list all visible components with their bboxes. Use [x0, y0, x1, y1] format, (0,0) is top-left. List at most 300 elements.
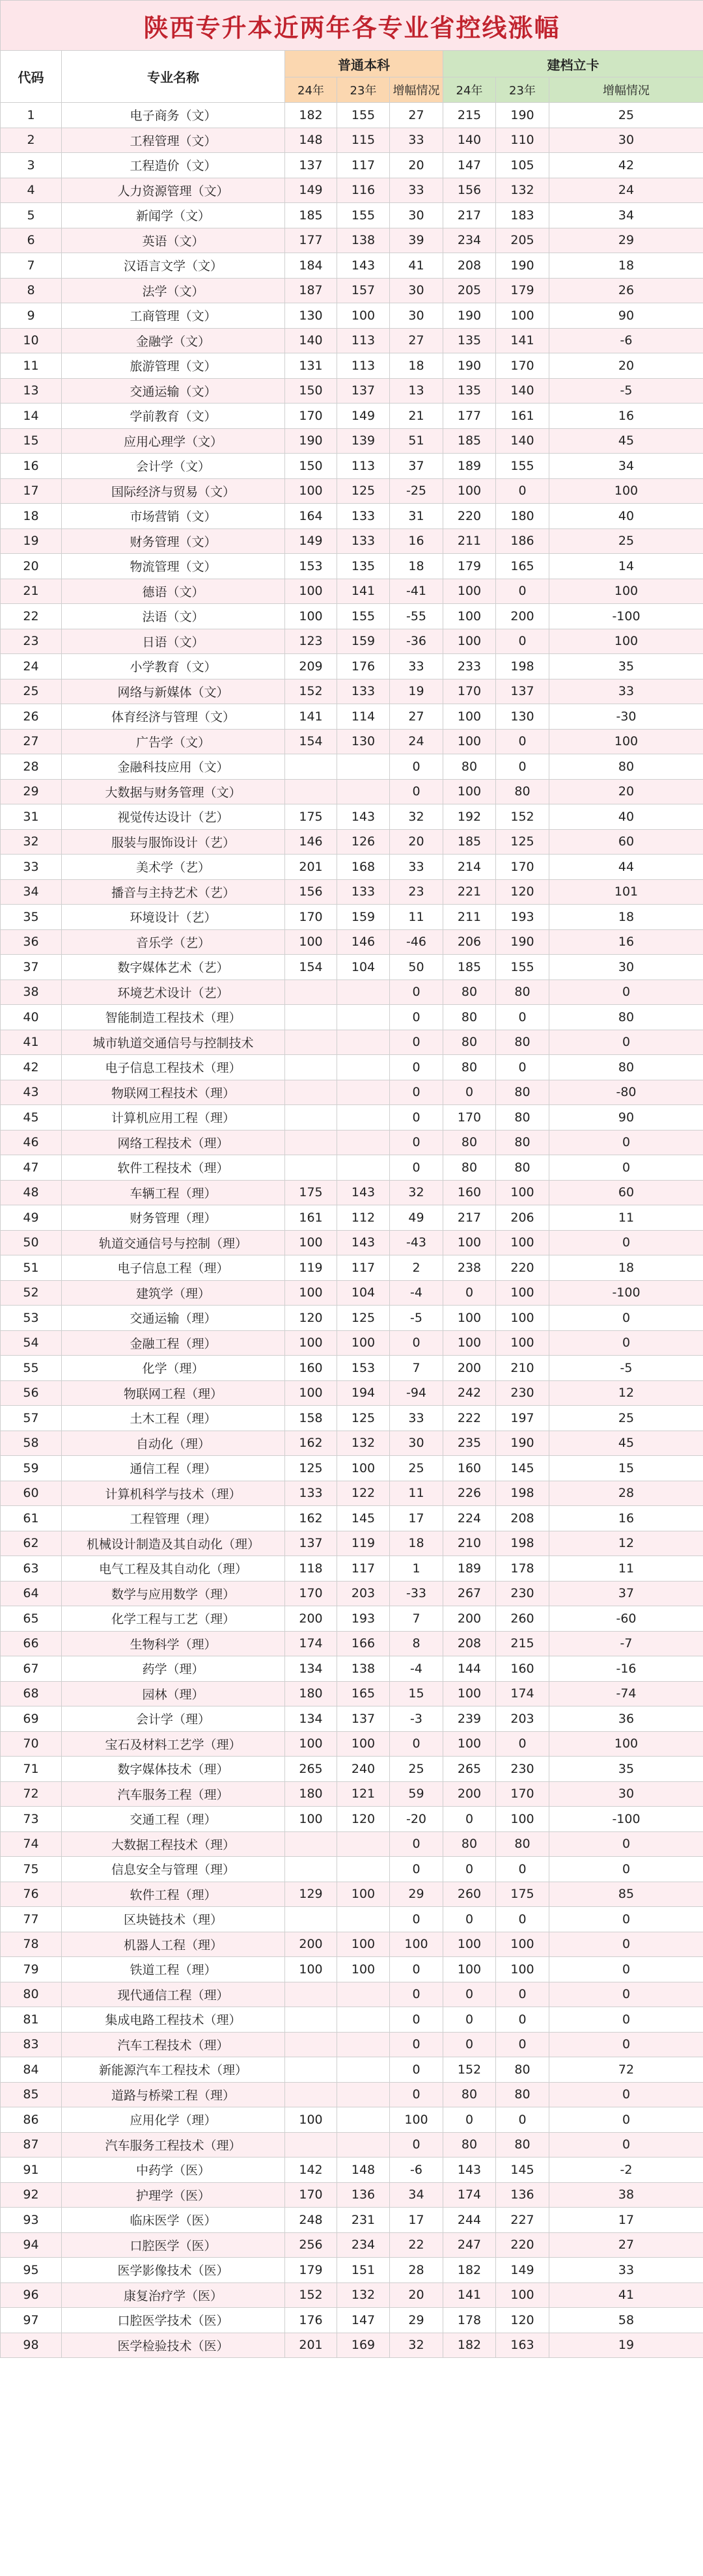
- cell-poverty-change: 44: [549, 855, 703, 880]
- cell-code: 87: [1, 2132, 62, 2158]
- cell-regular-change: 29: [390, 1882, 443, 1907]
- cell-code: 92: [1, 2182, 62, 2208]
- cell-poverty-24: 179: [443, 554, 496, 579]
- cell-regular-23: [337, 1130, 390, 1155]
- table-row: [1, 1656, 703, 1682]
- table-row: [1, 1205, 703, 1231]
- cell-regular-23: 104: [337, 955, 390, 980]
- cell-poverty-23: 152: [496, 804, 549, 830]
- cell-poverty-23: 130: [496, 704, 549, 730]
- cell-poverty-24: 0: [443, 1280, 496, 1306]
- table-row: [1, 1581, 703, 1606]
- cell-code: 85: [1, 2082, 62, 2107]
- cell-poverty-24: 208: [443, 1631, 496, 1656]
- cell-code: 16: [1, 454, 62, 479]
- cell-poverty-24: 182: [443, 2258, 496, 2283]
- cell-poverty-24: 100: [443, 579, 496, 604]
- cell-regular-change: -46: [390, 929, 443, 955]
- cell-regular-change: 20: [390, 2282, 443, 2308]
- table-row: [1, 579, 703, 604]
- cell-code: 63: [1, 1556, 62, 1582]
- cell-code: 10: [1, 328, 62, 353]
- cell-poverty-23: 105: [496, 153, 549, 178]
- cell-poverty-24: 0: [443, 1907, 496, 1932]
- cell-poverty-change: -30: [549, 704, 703, 730]
- cell-regular-23: 132: [337, 1431, 390, 1456]
- cell-regular-change: -33: [390, 1581, 443, 1606]
- cell-poverty-change: 100: [549, 729, 703, 754]
- cell-code: 62: [1, 1531, 62, 1556]
- cell-regular-24: 265: [285, 1757, 337, 1782]
- cell-regular-change: 0: [390, 1030, 443, 1055]
- cell-regular-23: 149: [337, 404, 390, 429]
- cell-code: 11: [1, 353, 62, 379]
- cell-poverty-24: 200: [443, 1781, 496, 1807]
- cell-poverty-change: -7: [549, 1631, 703, 1656]
- cell-regular-24: [285, 1080, 337, 1105]
- cell-major: 道路与桥梁工程（理）: [62, 2082, 285, 2107]
- cell-poverty-change: 0: [549, 1306, 703, 1331]
- cell-poverty-change: 100: [549, 629, 703, 654]
- table-row: [1, 879, 703, 905]
- cell-major: 汉语言文学（文）: [62, 253, 285, 279]
- cell-regular-23: 143: [337, 253, 390, 279]
- cell-regular-23: 176: [337, 654, 390, 679]
- cell-poverty-24: 211: [443, 905, 496, 930]
- cell-major: 机器人工程（理）: [62, 1932, 285, 1957]
- cell-poverty-change: -6: [549, 328, 703, 353]
- cell-poverty-23: 140: [496, 378, 549, 404]
- cell-regular-change: 16: [390, 528, 443, 554]
- cell-major: 工程管理（理）: [62, 1506, 285, 1531]
- cell-regular-24: 200: [285, 1606, 337, 1632]
- cell-regular-24: 149: [285, 528, 337, 554]
- cell-poverty-change: 42: [549, 153, 703, 178]
- cell-regular-24: 170: [285, 1581, 337, 1606]
- cell-regular-24: 141: [285, 704, 337, 730]
- cell-major: 交通工程（理）: [62, 1807, 285, 1832]
- cell-major: 计算机应用工程（理）: [62, 1105, 285, 1130]
- table-row: [1, 1531, 703, 1556]
- cell-regular-23: [337, 980, 390, 1005]
- cell-regular-23: 117: [337, 153, 390, 178]
- cell-poverty-23: 80: [496, 1155, 549, 1181]
- table-row: [1, 629, 703, 654]
- table-row: [1, 1757, 703, 1782]
- cell-regular-24: [285, 1130, 337, 1155]
- cell-regular-change: 27: [390, 328, 443, 353]
- cell-code: 21: [1, 579, 62, 604]
- cell-regular-23: 113: [337, 454, 390, 479]
- table-row: [1, 1130, 703, 1155]
- cell-major: 人力资源管理（文）: [62, 178, 285, 203]
- cell-major: 宝石及材料工艺学（理）: [62, 1731, 285, 1757]
- cell-poverty-change: 90: [549, 1105, 703, 1130]
- cell-poverty-23: 80: [496, 1080, 549, 1105]
- cell-regular-24: 150: [285, 378, 337, 404]
- cell-poverty-24: 247: [443, 2232, 496, 2258]
- cell-regular-24: 119: [285, 1255, 337, 1281]
- header-group-regular: 普通本科: [285, 51, 443, 77]
- cell-regular-change: 20: [390, 829, 443, 855]
- cell-regular-23: 155: [337, 604, 390, 629]
- cell-code: 35: [1, 905, 62, 930]
- cell-major: 交通运输（理）: [62, 1306, 285, 1331]
- cell-poverty-change: 40: [549, 504, 703, 529]
- cell-major: 自动化（理）: [62, 1431, 285, 1456]
- cell-regular-24: 162: [285, 1506, 337, 1531]
- cell-poverty-23: 178: [496, 1556, 549, 1582]
- cell-poverty-24: 80: [443, 754, 496, 780]
- cell-regular-change: -41: [390, 579, 443, 604]
- cell-regular-23: 100: [337, 1882, 390, 1907]
- table-row: [1, 929, 703, 955]
- cell-major: 汽车服务工程（理）: [62, 1781, 285, 1807]
- cell-poverty-change: 20: [549, 779, 703, 804]
- cell-poverty-24: 189: [443, 1556, 496, 1582]
- cell-regular-24: 120: [285, 1306, 337, 1331]
- cell-code: 93: [1, 2208, 62, 2233]
- cell-regular-24: 137: [285, 1531, 337, 1556]
- cell-poverty-23: 100: [496, 1306, 549, 1331]
- cell-regular-24: 179: [285, 2258, 337, 2283]
- cell-poverty-change: -16: [549, 1656, 703, 1682]
- cell-regular-24: 175: [285, 804, 337, 830]
- cell-regular-24: [285, 980, 337, 1005]
- cell-regular-change: 30: [390, 203, 443, 228]
- cell-regular-24: 131: [285, 353, 337, 379]
- table-row: [1, 253, 703, 279]
- cell-major: 数字媒体艺术（艺）: [62, 955, 285, 980]
- header-poverty-change: 增幅情况: [549, 77, 703, 103]
- cell-major: 体育经济与管理（文）: [62, 704, 285, 730]
- cell-regular-24: [285, 754, 337, 780]
- cell-poverty-23: 132: [496, 178, 549, 203]
- table-row: [1, 2182, 703, 2208]
- cell-poverty-23: 0: [496, 2007, 549, 2033]
- cell-major: 计算机科学与技术（理）: [62, 1481, 285, 1506]
- cell-poverty-24: 189: [443, 454, 496, 479]
- cell-poverty-23: 175: [496, 1882, 549, 1907]
- cell-major: 法语（文）: [62, 604, 285, 629]
- cell-regular-change: -25: [390, 478, 443, 504]
- cell-code: 52: [1, 1280, 62, 1306]
- cell-regular-change: 0: [390, 1857, 443, 1882]
- cell-code: 2: [1, 128, 62, 153]
- cell-poverty-23: 0: [496, 1857, 549, 1882]
- cell-regular-change: 33: [390, 128, 443, 153]
- cell-regular-change: 0: [390, 1005, 443, 1030]
- cell-code: 43: [1, 1080, 62, 1105]
- cell-poverty-change: -100: [549, 604, 703, 629]
- cell-poverty-change: 60: [549, 829, 703, 855]
- cell-regular-23: 234: [337, 2232, 390, 2258]
- cell-major: 物流管理（文）: [62, 554, 285, 579]
- cell-poverty-24: 160: [443, 1456, 496, 1481]
- cell-poverty-23: 179: [496, 278, 549, 303]
- cell-regular-change: 0: [390, 1982, 443, 2007]
- cell-major: 小学教育（文）: [62, 654, 285, 679]
- cell-poverty-24: 233: [443, 654, 496, 679]
- cell-poverty-23: 80: [496, 2132, 549, 2158]
- cell-code: 94: [1, 2232, 62, 2258]
- cell-regular-change: 25: [390, 1456, 443, 1481]
- table-row: [1, 1556, 703, 1582]
- cell-poverty-23: 100: [496, 1230, 549, 1255]
- table-row: [1, 1005, 703, 1030]
- cell-regular-23: 155: [337, 103, 390, 128]
- cell-regular-23: [337, 2032, 390, 2057]
- cell-poverty-change: 38: [549, 2182, 703, 2208]
- cell-regular-24: 182: [285, 103, 337, 128]
- cell-code: 19: [1, 528, 62, 554]
- cell-poverty-23: 208: [496, 1506, 549, 1531]
- cell-poverty-change: 36: [549, 1706, 703, 1732]
- cell-poverty-change: -80: [549, 1080, 703, 1105]
- table-row: [1, 1631, 703, 1656]
- cell-poverty-23: 100: [496, 1280, 549, 1306]
- cell-regular-change: 13: [390, 378, 443, 404]
- cell-major: 软件工程（理）: [62, 1882, 285, 1907]
- cell-poverty-change: 0: [549, 1155, 703, 1181]
- cell-regular-23: [337, 754, 390, 780]
- table-row: [1, 1831, 703, 1857]
- table-row: [1, 1957, 703, 1982]
- cell-regular-change: 11: [390, 905, 443, 930]
- cell-regular-change: -5: [390, 1306, 443, 1331]
- cell-poverty-24: 100: [443, 1932, 496, 1957]
- cell-regular-24: 152: [285, 679, 337, 704]
- cell-poverty-23: 100: [496, 1180, 549, 1205]
- cell-poverty-change: 45: [549, 428, 703, 454]
- cell-major: 药学（理）: [62, 1656, 285, 1682]
- table-row: [1, 2007, 703, 2033]
- cell-regular-23: 126: [337, 829, 390, 855]
- cell-poverty-change: 29: [549, 228, 703, 253]
- cell-poverty-change: 30: [549, 955, 703, 980]
- cell-poverty-change: 72: [549, 2057, 703, 2083]
- cell-regular-24: 153: [285, 554, 337, 579]
- cell-poverty-24: 217: [443, 203, 496, 228]
- cell-major: 市场营销（文）: [62, 504, 285, 529]
- cell-code: 8: [1, 278, 62, 303]
- cell-code: 7: [1, 253, 62, 279]
- cell-regular-change: 0: [390, 980, 443, 1005]
- table-row: [1, 2208, 703, 2233]
- cell-major: 财务管理（文）: [62, 528, 285, 554]
- cell-regular-change: 0: [390, 754, 443, 780]
- cell-code: 3: [1, 153, 62, 178]
- cell-poverty-change: 80: [549, 1005, 703, 1030]
- cell-regular-change: 0: [390, 2057, 443, 2083]
- cell-regular-24: 248: [285, 2208, 337, 2233]
- cell-poverty-23: 198: [496, 1531, 549, 1556]
- table-row: [1, 604, 703, 629]
- cell-code: 1: [1, 103, 62, 128]
- cell-regular-24: 201: [285, 2333, 337, 2358]
- cell-code: 51: [1, 1255, 62, 1281]
- cell-code: 41: [1, 1030, 62, 1055]
- cell-poverty-change: 30: [549, 1781, 703, 1807]
- cell-poverty-24: 200: [443, 1356, 496, 1381]
- cell-regular-24: [285, 2032, 337, 2057]
- cell-poverty-24: 170: [443, 679, 496, 704]
- cell-regular-23: 100: [337, 1330, 390, 1356]
- table-row: [1, 1907, 703, 1932]
- cell-regular-23: 100: [337, 303, 390, 329]
- table-row: [1, 454, 703, 479]
- cell-regular-24: 175: [285, 1180, 337, 1205]
- cell-poverty-23: 170: [496, 1781, 549, 1807]
- cell-regular-24: 129: [285, 1882, 337, 1907]
- cell-poverty-24: 80: [443, 1155, 496, 1181]
- cell-major: 环境设计（艺）: [62, 905, 285, 930]
- cell-poverty-24: 0: [443, 1807, 496, 1832]
- cell-poverty-24: 100: [443, 729, 496, 754]
- cell-regular-change: 51: [390, 428, 443, 454]
- title-row: [1, 1, 703, 51]
- cell-poverty-change: -74: [549, 1681, 703, 1706]
- cell-regular-24: 156: [285, 879, 337, 905]
- cell-regular-24: 100: [285, 1330, 337, 1356]
- table-row: [1, 128, 703, 153]
- cell-poverty-24: 185: [443, 955, 496, 980]
- table-row: [1, 1606, 703, 1632]
- cell-regular-23: 100: [337, 1957, 390, 1982]
- table-row: [1, 378, 703, 404]
- cell-regular-24: [285, 2132, 337, 2158]
- cell-poverty-24: 200: [443, 1606, 496, 1632]
- cell-regular-24: 125: [285, 1456, 337, 1481]
- cell-regular-23: 133: [337, 879, 390, 905]
- cell-major: 美术学（艺）: [62, 855, 285, 880]
- cell-poverty-24: 80: [443, 1030, 496, 1055]
- cell-poverty-23: 145: [496, 2158, 549, 2183]
- cell-regular-change: 33: [390, 1406, 443, 1431]
- cell-poverty-change: 45: [549, 1431, 703, 1456]
- table-row: [1, 779, 703, 804]
- table-row: [1, 1255, 703, 1281]
- cell-code: 49: [1, 1205, 62, 1231]
- cell-regular-23: 112: [337, 1205, 390, 1231]
- cell-regular-24: 190: [285, 428, 337, 454]
- cell-code: 58: [1, 1431, 62, 1456]
- cell-major: 工商管理（文）: [62, 303, 285, 329]
- cell-poverty-change: 27: [549, 2232, 703, 2258]
- cell-regular-23: 125: [337, 478, 390, 504]
- cell-regular-change: 7: [390, 1356, 443, 1381]
- cell-code: 75: [1, 1857, 62, 1882]
- cell-regular-change: 19: [390, 679, 443, 704]
- table-row: [1, 980, 703, 1005]
- cell-code: 77: [1, 1907, 62, 1932]
- table-row: [1, 1105, 703, 1130]
- cell-code: 86: [1, 2107, 62, 2133]
- cell-regular-24: 185: [285, 203, 337, 228]
- cell-regular-change: 7: [390, 1606, 443, 1632]
- table-row: [1, 1030, 703, 1055]
- cell-poverty-24: 238: [443, 1255, 496, 1281]
- cell-code: 70: [1, 1731, 62, 1757]
- cell-poverty-23: 100: [496, 1957, 549, 1982]
- cell-poverty-24: 205: [443, 278, 496, 303]
- cell-regular-change: 30: [390, 1431, 443, 1456]
- cell-poverty-change: 18: [549, 253, 703, 279]
- cell-regular-change: 15: [390, 1681, 443, 1706]
- cell-major: 园林（理）: [62, 1681, 285, 1706]
- cell-regular-23: 104: [337, 1280, 390, 1306]
- cell-major: 临床医学（医）: [62, 2208, 285, 2233]
- cell-regular-change: 20: [390, 153, 443, 178]
- cell-code: 47: [1, 1155, 62, 1181]
- table-row: [1, 328, 703, 353]
- cell-regular-23: 113: [337, 328, 390, 353]
- cell-poverty-23: 80: [496, 2057, 549, 2083]
- cell-regular-23: 141: [337, 579, 390, 604]
- table-row: [1, 303, 703, 329]
- cell-regular-24: 170: [285, 404, 337, 429]
- cell-regular-23: 139: [337, 428, 390, 454]
- cell-regular-23: 159: [337, 905, 390, 930]
- table-row: [1, 2082, 703, 2107]
- cell-poverty-24: 135: [443, 378, 496, 404]
- cell-major: 财务管理（理）: [62, 1205, 285, 1231]
- cell-regular-change: 17: [390, 1506, 443, 1531]
- cell-poverty-24: 260: [443, 1882, 496, 1907]
- cell-major: 物联网工程（理）: [62, 1380, 285, 1406]
- cell-regular-23: 143: [337, 1230, 390, 1255]
- table-row: [1, 654, 703, 679]
- cell-regular-23: 138: [337, 1656, 390, 1682]
- cell-poverty-24: 177: [443, 404, 496, 429]
- cell-major: 电子信息工程技术（理）: [62, 1055, 285, 1080]
- cell-regular-23: 133: [337, 504, 390, 529]
- cell-regular-23: [337, 1831, 390, 1857]
- cell-poverty-change: 0: [549, 2007, 703, 2033]
- cell-poverty-23: 110: [496, 128, 549, 153]
- cell-regular-24: [285, 779, 337, 804]
- cell-regular-24: [285, 1055, 337, 1080]
- cell-regular-23: 121: [337, 1781, 390, 1807]
- cell-major: 金融科技应用（文）: [62, 754, 285, 780]
- cell-regular-24: [285, 1155, 337, 1181]
- cell-poverty-23: 163: [496, 2333, 549, 2358]
- cell-code: 40: [1, 1005, 62, 1030]
- cell-code: 76: [1, 1882, 62, 1907]
- cell-poverty-24: 0: [443, 2107, 496, 2133]
- cell-major: 信息安全与管理（理）: [62, 1857, 285, 1882]
- cell-poverty-24: 80: [443, 980, 496, 1005]
- cell-regular-24: 154: [285, 729, 337, 754]
- cell-regular-24: 162: [285, 1431, 337, 1456]
- cell-poverty-change: 19: [549, 2333, 703, 2358]
- cell-regular-change: 0: [390, 1731, 443, 1757]
- cell-regular-23: [337, 1005, 390, 1030]
- cell-regular-24: 256: [285, 2232, 337, 2258]
- cell-code: 13: [1, 378, 62, 404]
- table-row: [1, 103, 703, 128]
- cell-major: 金融工程（理）: [62, 1330, 285, 1356]
- cell-poverty-23: 80: [496, 1831, 549, 1857]
- cell-regular-change: 21: [390, 404, 443, 429]
- cell-regular-23: [337, 2007, 390, 2033]
- cell-regular-23: 133: [337, 528, 390, 554]
- cell-regular-change: -4: [390, 1280, 443, 1306]
- cell-regular-23: 100: [337, 1731, 390, 1757]
- cell-regular-change: 59: [390, 1781, 443, 1807]
- cell-poverty-24: 242: [443, 1380, 496, 1406]
- cell-regular-23: 114: [337, 704, 390, 730]
